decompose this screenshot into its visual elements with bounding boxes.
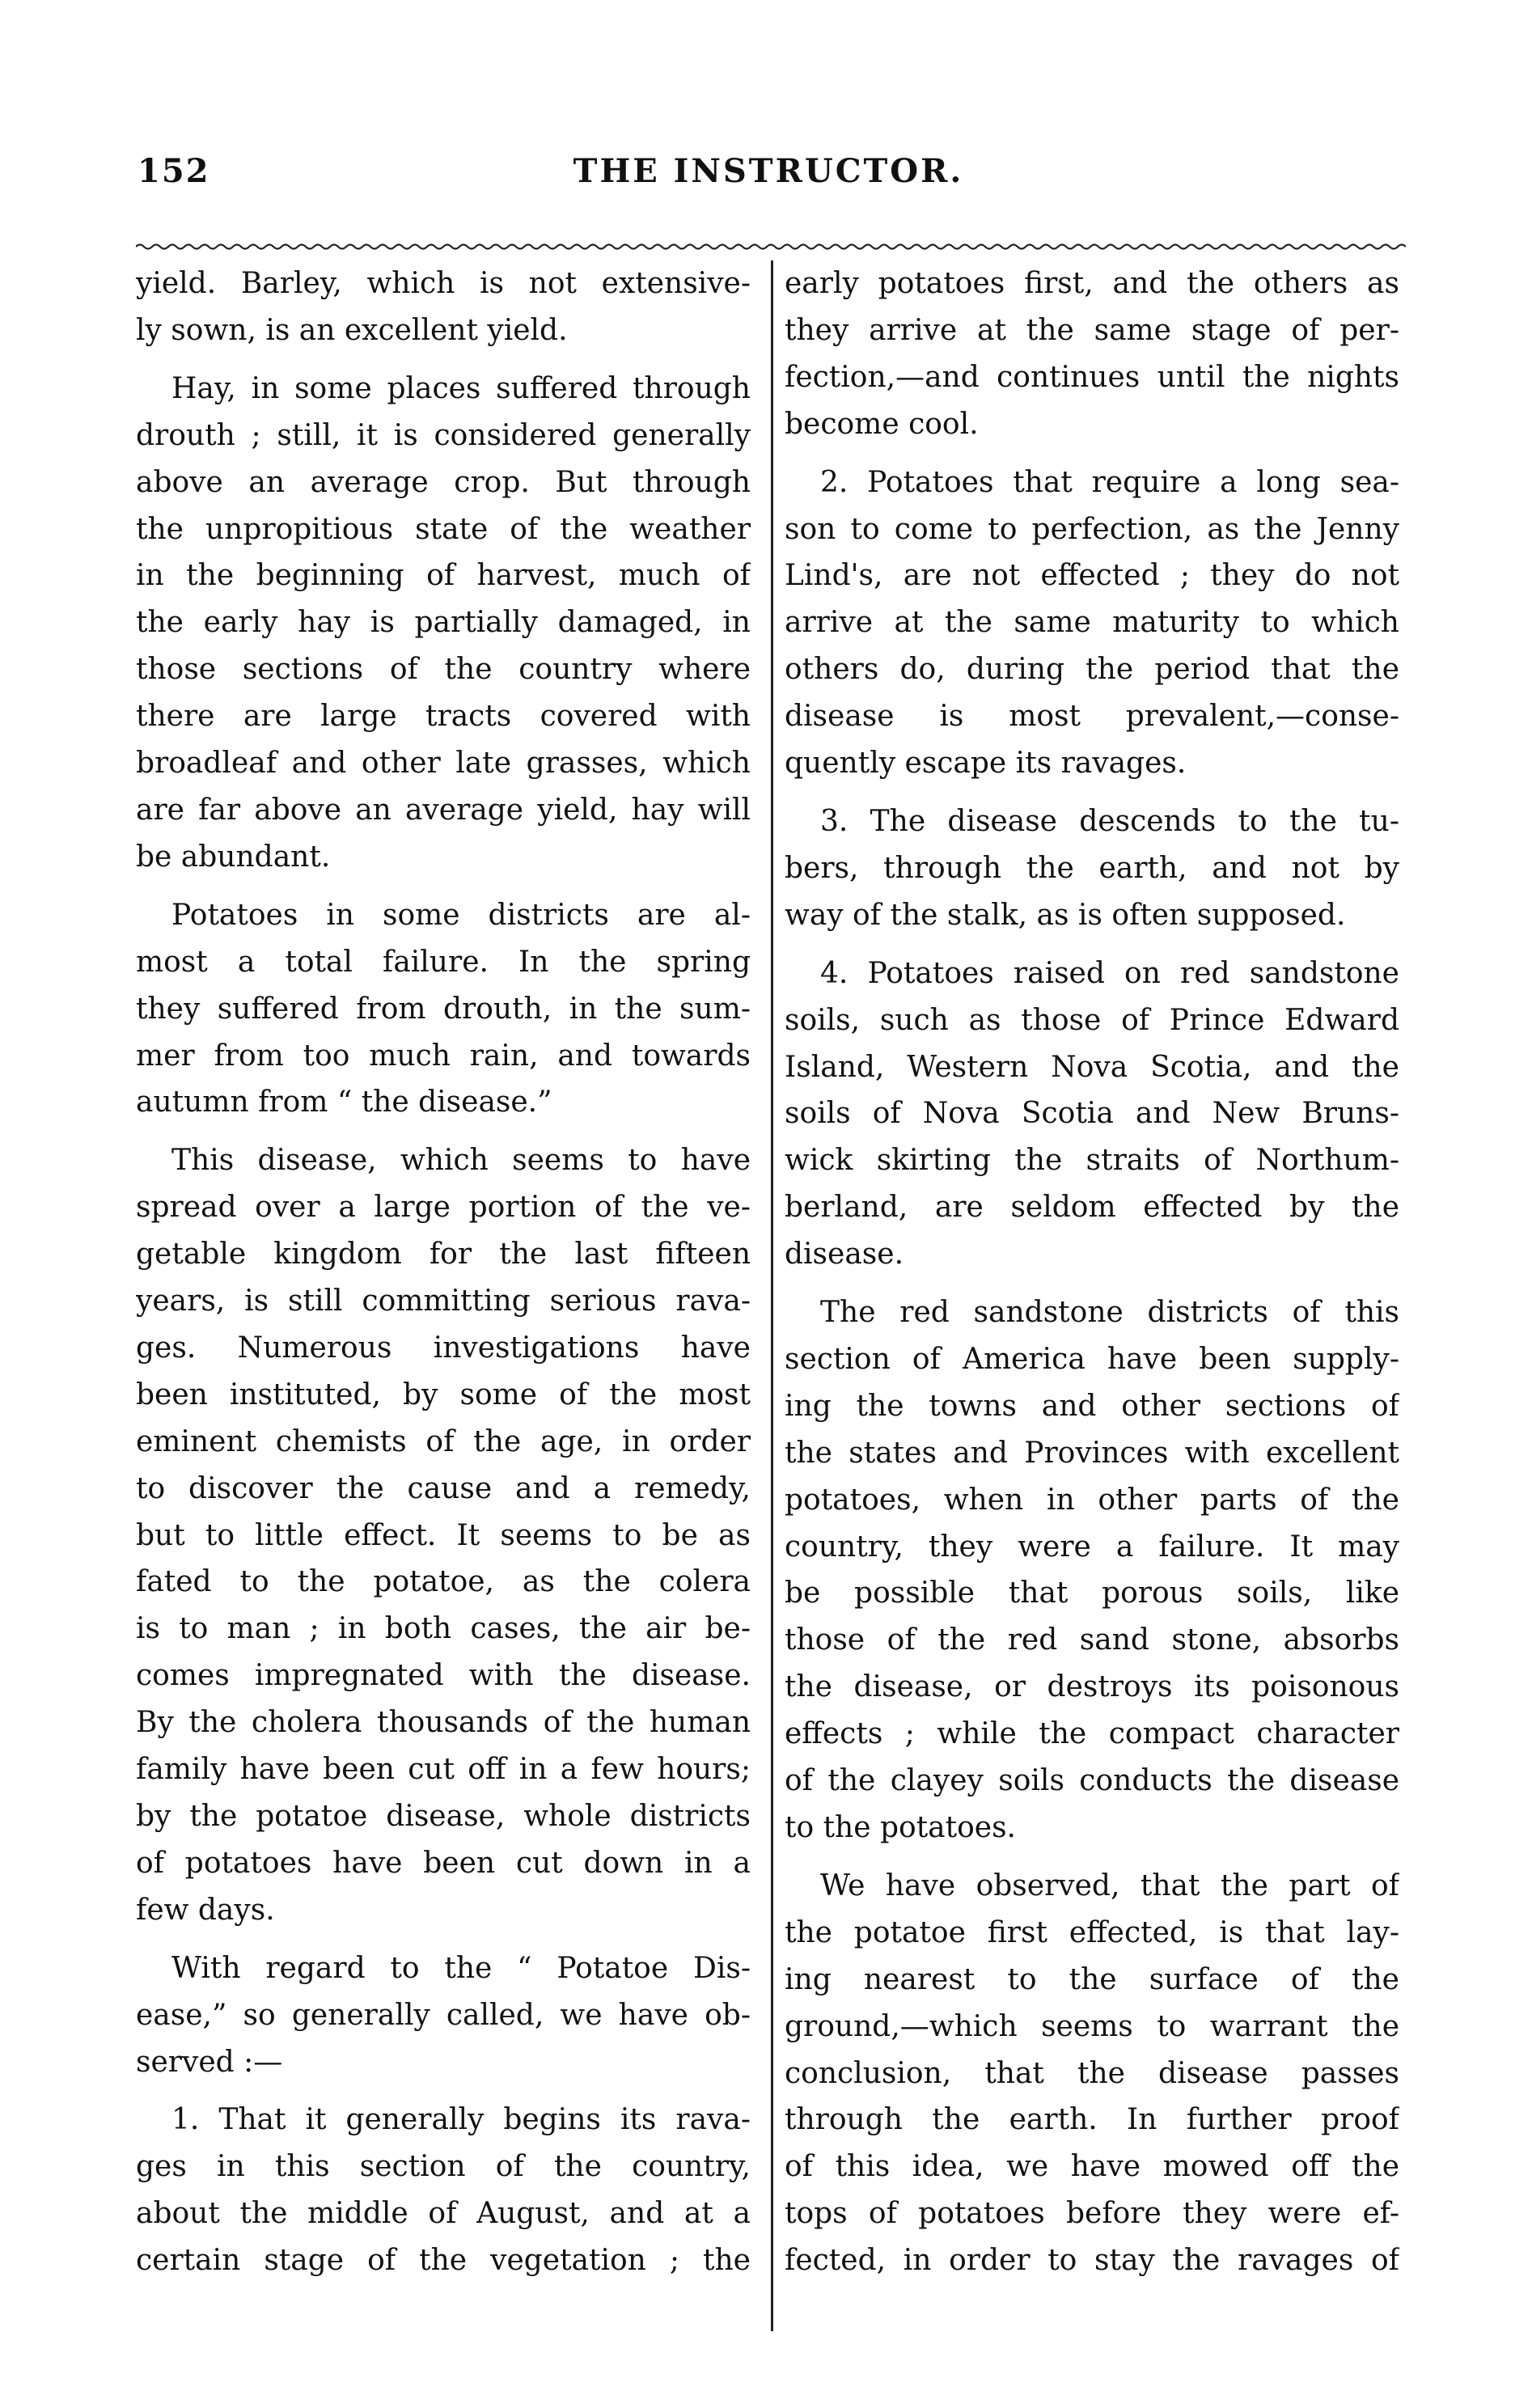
page-number: 152 <box>138 152 210 190</box>
paragraph-gap <box>785 787 1399 798</box>
right-column-text-line: early potatoes first, and the others as <box>785 267 1399 300</box>
right-column-text-line: disease is most prevalent,—conse- <box>785 700 1399 734</box>
page-header <box>138 152 1399 201</box>
right-column-text-line: tops of potatoes before they were ef- <box>785 2197 1399 2231</box>
right-column-text-line: The red sandstone districts of this <box>820 1296 1399 1330</box>
right-column-text-line: Lind's, are not effected ; they do not <box>785 559 1399 593</box>
right-column-text-line: ground,—which seems to warrant the <box>785 2009 1399 2043</box>
right-column-text-line: We have observed, that the part of <box>820 1868 1399 1902</box>
left-column-text-line: years, is still committing serious rava- <box>136 1284 751 1318</box>
right-column-text-line: fected, in order to stay the ravages of <box>785 2244 1399 2278</box>
right-column-text-line: those of the red sand stone, absorbs <box>785 1623 1399 1657</box>
column-divider <box>771 260 773 2331</box>
right-column-text-line: way of the stalk, as is often supposed. <box>785 898 1346 932</box>
right-column-text-line: disease. <box>785 1238 904 1272</box>
right-column-text-line: ing nearest to the surface of the <box>785 1962 1399 1996</box>
right-column-text-line: the potatoe first effected, is that lay- <box>785 1915 1399 1949</box>
right-column-text-line: country, they were a failure. It may <box>785 1530 1399 1564</box>
left-column-text-line: are far above an average yield, hay will <box>136 793 751 827</box>
right-column-text-line: soils, such as those of Prince Edward <box>785 1003 1399 1037</box>
left-column-text-line: certain stage of the vegetation ; the <box>136 2244 751 2278</box>
right-column-text-line: wick skirting the straits of Northum- <box>785 1144 1399 1178</box>
left-column-text-line: those sections of the country where <box>136 653 751 687</box>
left-column-text-line: ges. Numerous investigations have <box>136 1331 751 1365</box>
left-column-text-line: the unpropitious state of the weather <box>136 512 751 546</box>
right-column-text-line: 4. Potatoes raised on red sandstone <box>820 956 1399 990</box>
right-column-text-line: fection,—and continues until the nights <box>785 360 1399 394</box>
right-column-text-line: berland, are seldom effected by the <box>785 1191 1399 1225</box>
right-column-text-line: to the potatoes. <box>785 1811 1016 1844</box>
left-column-text-line: is to man ; in both cases, the air be- <box>136 1612 751 1646</box>
left-column-text-line: autumn from “ the disease.” <box>136 1086 552 1119</box>
right-column-text-line: Island, Western Nova Scotia, and the <box>785 1050 1399 1084</box>
left-column-text-line: served :— <box>136 2045 283 2079</box>
left-column-text-line: yield. Barley, which is not extensive- <box>136 267 751 300</box>
paragraph-gap <box>785 1278 1399 1289</box>
right-column-text-line: 2. Potatoes that require a long sea- <box>820 465 1399 499</box>
wavy-rule <box>136 241 1406 252</box>
left-column-text-line: By the cholera thousands of the human <box>136 1706 751 1740</box>
left-column-text-line: be abundant. <box>136 840 331 874</box>
left-column-text-line: Hay, in some places suffered through <box>171 371 751 405</box>
right-column-text-line: through the earth. In further proof <box>785 2103 1399 2137</box>
right-column-text-line: become cool. <box>785 407 979 441</box>
left-column-text-line: fated to the potatoe, as the colera <box>136 1565 751 1599</box>
left-column-text-line: spread over a large portion of the ve- <box>136 1191 751 1225</box>
right-column-text-line: the disease, or destroys its poisonous <box>785 1670 1399 1704</box>
right-column-text-line: arrive at the same maturity to which <box>785 606 1399 640</box>
left-column-text-line: getable kingdom for the last fifteen <box>136 1238 751 1272</box>
right-column-text-line: soils of Nova Scotia and New Bruns- <box>785 1097 1399 1131</box>
left-column-text-line: above an average crop. But through <box>136 465 751 499</box>
right-column-text-line: 3. The disease descends to the tu- <box>820 804 1399 838</box>
right-column-text-line: quently escape its ravages. <box>785 747 1187 781</box>
left-column-text-line: ges in this section of the country, <box>136 2150 751 2184</box>
right-column-text-line: bers, through the earth, and not by <box>785 851 1399 885</box>
left-column-text-line: This disease, which seems to have <box>171 1144 751 1178</box>
left-column-text-line: drouth ; still, it is considered generally <box>136 418 751 452</box>
left-column-text-line: eminent chemists of the age, in order <box>136 1424 751 1458</box>
left-column-text-line: in the beginning of harvest, much of <box>136 559 751 593</box>
right-column-text-line: others do, during the period that the <box>785 653 1399 687</box>
paragraph-gap <box>136 2085 751 2097</box>
left-column-text-line: mer from too much rain, and towards <box>136 1039 751 1073</box>
right-column-text-line: conclusion, that the disease passes <box>785 2056 1399 2090</box>
left-column <box>136 260 751 2284</box>
left-column-text-line: ly sown, is an excellent yield. <box>136 313 568 347</box>
right-column-text-line: be possible that porous soils, like <box>785 1576 1399 1610</box>
left-column-text-line: few days. <box>136 1893 275 1927</box>
paragraph-gap <box>136 354 751 366</box>
left-column-text-line: of potatoes have been cut down in a <box>136 1846 751 1880</box>
right-column-text-line: of this idea, we have mowed off the <box>785 2150 1399 2184</box>
left-column-text-line: comes impregnated with the disease. <box>136 1659 751 1693</box>
right-column <box>785 260 1399 2284</box>
left-column-text-line: by the potatoe disease, whole districts <box>136 1800 751 1833</box>
left-column-text-line: there are large tracts covered with <box>136 700 751 734</box>
left-column-text-line: they suffered from drouth, in the sum- <box>136 992 751 1026</box>
right-column-text-line: potatoes, when in other parts of the <box>785 1483 1399 1517</box>
paragraph-gap <box>785 939 1399 950</box>
left-column-text-line: been instituted, by some of the most <box>136 1378 751 1411</box>
left-column-text-line: to discover the cause and a remedy, <box>136 1471 751 1505</box>
paragraph-gap <box>785 1851 1399 1863</box>
right-column-text-line: section of America have been supply- <box>785 1342 1399 1376</box>
left-column-text-line: ease,” so generally called, we have ob- <box>136 1998 751 2032</box>
left-column-text-line: 1. That it generally begins its rava- <box>171 2103 751 2137</box>
left-column-text-line: the early hay is partially damaged, in <box>136 606 751 640</box>
paragraph-gap <box>136 1934 751 1945</box>
paragraph-gap <box>136 1126 751 1137</box>
left-column-text-line: family have been cut off in a few hours; <box>136 1753 751 1787</box>
left-column-text-line: most a total failure. In the spring <box>136 945 751 979</box>
paragraph-gap <box>136 881 751 892</box>
right-column-text-line: the states and Provinces with excellent <box>785 1436 1399 1470</box>
left-column-text-line: With regard to the “ Potatoe Dis- <box>171 1951 751 1985</box>
right-column-text-line: effects ; while the compact character <box>785 1717 1399 1751</box>
running-title: THE INSTRUCTOR. <box>573 152 964 190</box>
paragraph-gap <box>785 448 1399 459</box>
left-column-text-line: Potatoes in some districts are al- <box>171 898 751 932</box>
left-column-text-line: but to little effect. It seems to be as <box>136 1518 751 1552</box>
right-column-text-line: son to come to perfection, as the Jenny <box>785 512 1399 546</box>
right-column-text-line: ing the towns and other sections of <box>785 1389 1399 1423</box>
left-column-text-line: about the middle of August, and at a <box>136 2197 751 2231</box>
right-column-text-line: they arrive at the same stage of per- <box>785 313 1399 347</box>
right-column-text-line: of the clayey soils conducts the disease <box>785 1764 1399 1798</box>
left-column-text-line: broadleaf and other late grasses, which <box>136 747 751 781</box>
